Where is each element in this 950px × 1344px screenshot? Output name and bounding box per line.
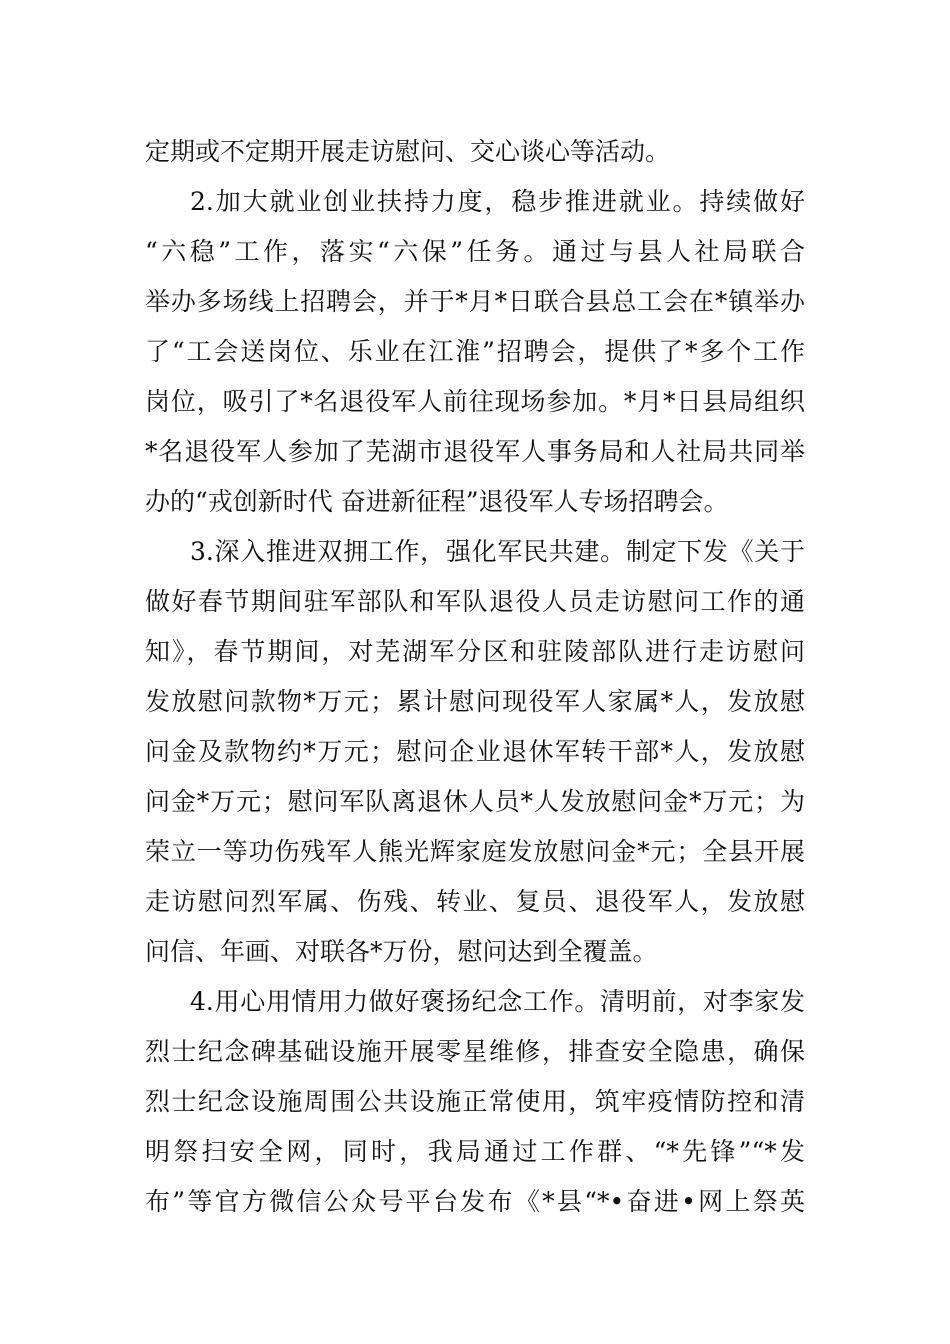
- text-line: 烈士纪念设施周围公共设施正常使用，筑牢疫情防控和清: [145, 1087, 805, 1116]
- text-line: 问金及款物约*万元；慰问企业退休军转干部*人，发放慰: [145, 737, 805, 766]
- text-line: 问信、年画、对联各*万份，慰问达到全覆盖。: [145, 937, 658, 966]
- text-line: 问金*万元；慰问军队离退休人员*人发放慰问金*万元；为: [145, 787, 805, 816]
- text-line: 知》，春节期间，对芜湖军分区和驻陵部队进行走访慰问: [145, 637, 805, 666]
- text-line: 布”等官方微信公众号平台发布《*县“*•奋进•网上祭英: [145, 1187, 805, 1216]
- text-line: 办的“戎创新时代 奋进新征程”退役军人专场招聘会。: [145, 487, 729, 516]
- text-line: 定期或不定期开展走访慰问、交心谈心等活动。: [145, 137, 671, 166]
- paragraph-2-first-line: 2.加大就业创业扶持力度，稳步推进就业。持续做好: [190, 187, 805, 216]
- text-line: 荣立一等功伤残军人熊光辉家庭发放慰问金*元；全县开展: [145, 837, 805, 866]
- paragraph-3-first-line: 3.深入推进双拥工作，强化军民共建。制定下发《关于: [190, 537, 805, 566]
- text-line: 做好春节期间驻军部队和军队退役人员走访慰问工作的通: [145, 587, 805, 616]
- text-line: 发放慰问款物*万元；累计慰问现役军人家属*人，发放慰: [145, 687, 805, 716]
- text-line: 明祭扫安全网，同时，我局通过工作群、“*先锋”“*发: [145, 1137, 805, 1166]
- text-line: 烈士纪念碑基础设施开展零星维修，排查安全隐患，确保: [145, 1037, 805, 1066]
- text-line: 岗位，吸引了*名退役军人前往现场参加。*月*日县局组织: [145, 387, 805, 416]
- text-line: 了“工会送岗位、乐业在江淮”招聘会，提供了*多个工作: [145, 337, 805, 366]
- paragraph-4-first-line: 4.用心用情用力做好褒扬纪念工作。清明前，对李家发: [190, 987, 805, 1016]
- text-line: *名退役军人参加了芜湖市退役军人事务局和人社局共同举: [145, 437, 805, 466]
- text-line: 走访慰问烈军属、伤残、转业、复员、退役军人，发放慰: [145, 887, 805, 916]
- text-line: “六稳”工作，落实“六保”任务。通过与县人社局联合: [145, 237, 805, 266]
- text-line: 举办多场线上招聘会，并于*月*日联合县总工会在*镇举办: [145, 287, 805, 316]
